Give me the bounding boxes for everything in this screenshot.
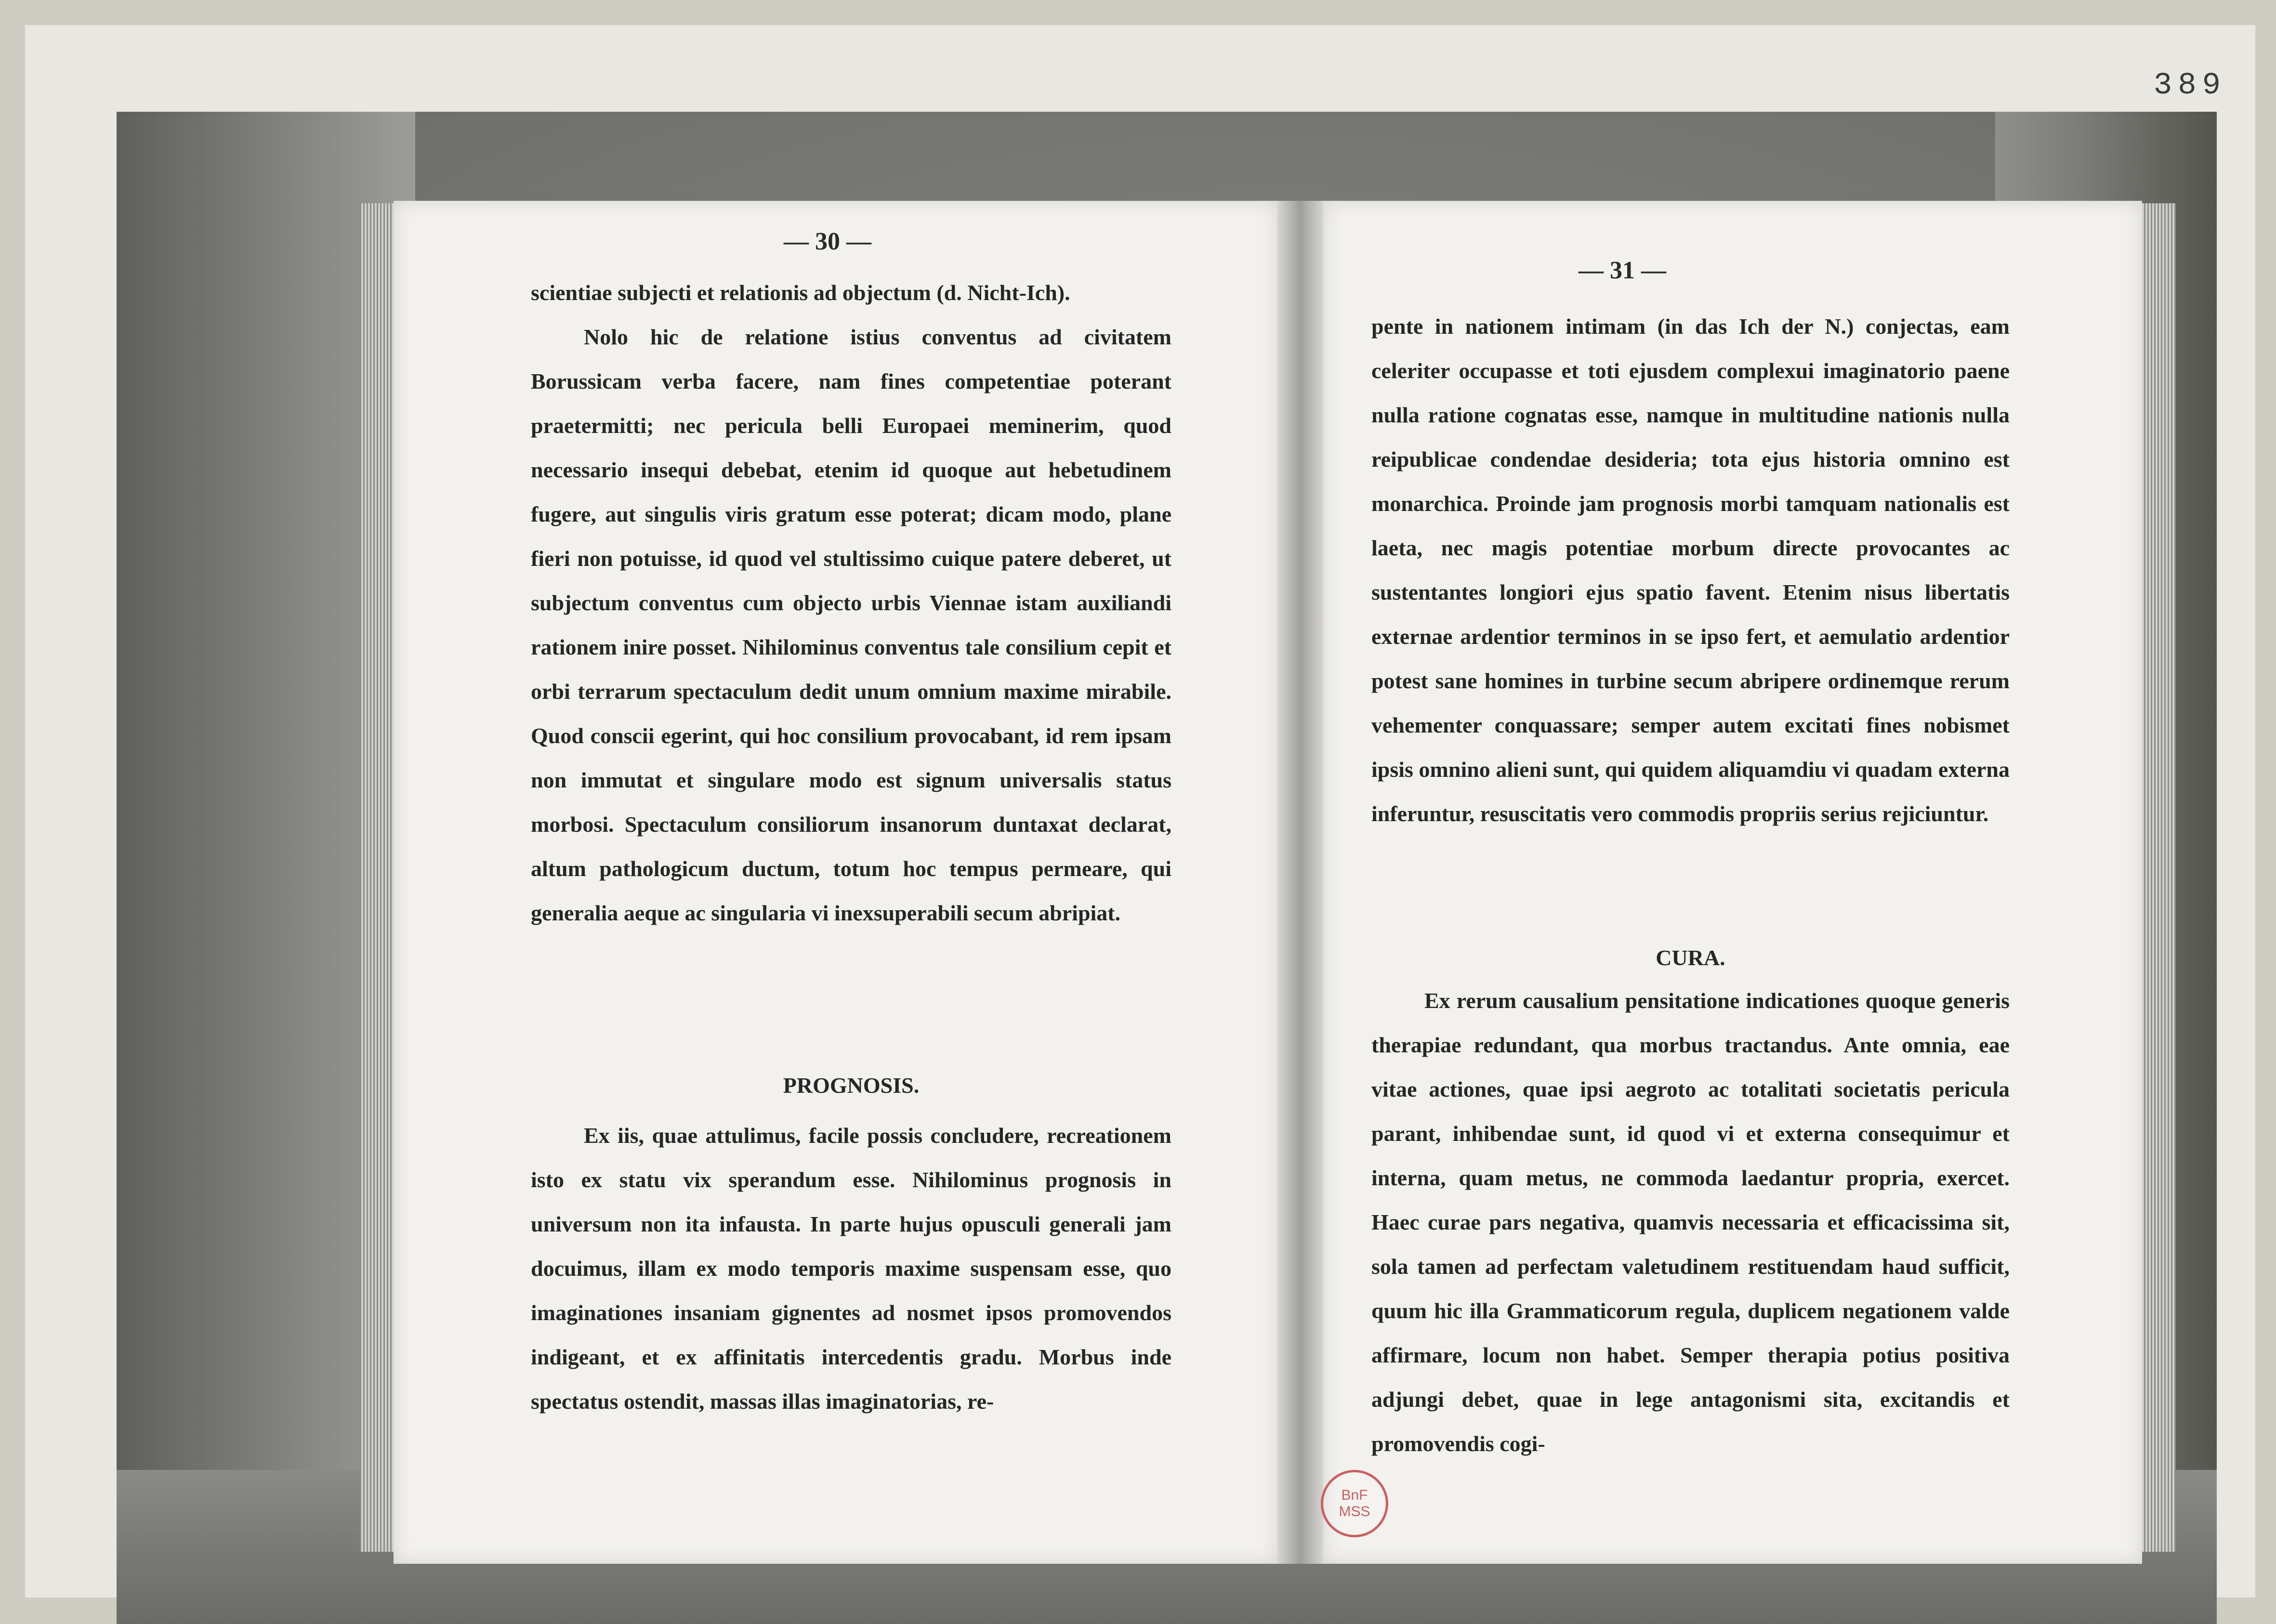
book-photograph — [117, 112, 2217, 1624]
right-page — [1323, 201, 2142, 1564]
left-paragraph-2: Nolo hic de relatione istius conventus ad civitatem Borussicam verba facere, nam fines competentiae poterant praetermitti; nec pericula belli Europaei meminerim, quod necessario insequi debebat, etenim id quoque aut hebetudinem fugere, aut singulis viris gratum esse poterat; dicam modo, plane fieri non potuisse, id quod vel stultissimo cuique patere deberet, ut subjectum conventus cum objecto urbis Viennae istam auxiliandi rationem inire posset. Nihilominus conventus tale consilium cepit et orbi terrarum spectaculum dedit unum omnium maxime mirabile. Quod conscii egerint, qui hoc consilium provocabant, id rem ipsam non immutat et singulare modo est signum universalis status morbosi. Spectaculum consiliorum insanorum duntaxat declarat, altum pathologicum ductum, totum hoc tempus permeare, qui generalia aeque ac singularia vi inexsuperabili secum abripiat. — [531, 325, 1171, 925]
archive-mount — [25, 25, 2255, 1598]
right-paragraph-2: Ex rerum causalium pensitatione indicationes quoque generis therapiae redundant, qua morbus tractandus. Ante omnia, eae vitae actiones, quae ipsi aegroto ac totalitati societatis pericula parant, inhibendae sunt, id quod vi et externa consequimur et interna, quam metus, ne commoda laedantur propria, exercet. Haec curae pars negativa, quamvis necessaria et efficacissima sit, sola tamen ad perfectam valetudinem restituendam haud sufficit, quum hic illa Grammaticorum regula, duplicem negationem valde affirmare, locum non habet. Semper therapia potius positiva adjungi debet, quae in lege antagonismi sita, excitandis et promovendis cogi- — [1371, 988, 2010, 1456]
book-gutter — [1277, 201, 1323, 1564]
stamp-line-1: BnF — [1341, 1487, 1368, 1503]
library-stamp — [1321, 1470, 1388, 1537]
left-paragraph-3: Ex iis, quae attulimus, facile possis concludere, recreationem isto ex statu vix sperandum esse. Nihilominus prognosis in universum non ita infausta. In parte hujus opusculi generali jam docuimus, illam ex modo temporis maxime suspensam esse, quo imaginationes insaniam gignentes ad nosmet ipsos promovendos indigeant, et ex affinitatis intercedentis gradu. Morbus inde spectatus ostendit, massas illas imaginatorias, re- — [531, 1123, 1171, 1414]
left-page-body-continued — [531, 1113, 1171, 1424]
right-page-body — [1371, 304, 2010, 836]
page-edges-left — [360, 203, 394, 1552]
sheet-number: 389 — [2153, 68, 2226, 103]
right-paragraph-1: pente in nationem intimam (in das Ich der N.) conjectas, eam celeriter occupasse et toti ejusdem complexui imaginatorio paene nulla ratione cognatas esse, namque in multitudine nationis nulla reipublicae condendae desideria; tota ejus historia omnino est monarchica. Proinde jam prognosis morbi tamquam nationalis est laeta, nec magis potentiae morbum directe provocantes ac sustentantes longiori ejus spatio favent. Etenim nisus libertatis externae ardentior terminos in se ipso fert, et aemulatio ardentior potest sane homines in turbine secum abripere ordinemque rerum vehementer conquassare; semper autem excitati fines nobismet ipsis omnino alieni sunt, qui quidem aliquamdiu vi quadam externa inferuntur, resuscitatis vero commodis propriis serius rejiciuntur. — [1371, 314, 2010, 826]
left-page-body — [531, 271, 1171, 935]
right-page-number: — 31 — — [1579, 257, 1666, 284]
right-page-body-continued — [1371, 979, 2010, 1466]
stamp-line-2: MSS — [1339, 1504, 1370, 1519]
heading-prognosis: PROGNOSIS. — [783, 1073, 920, 1098]
heading-cura: CURA. — [1656, 945, 1725, 970]
left-page-number: — 30 — — [784, 228, 871, 255]
page-edges-right — [2142, 203, 2176, 1552]
left-page — [394, 201, 1277, 1564]
left-paragraph-1: scientiae subjecti et relationis ad objectum (d. Nicht-Ich). — [531, 280, 1070, 305]
